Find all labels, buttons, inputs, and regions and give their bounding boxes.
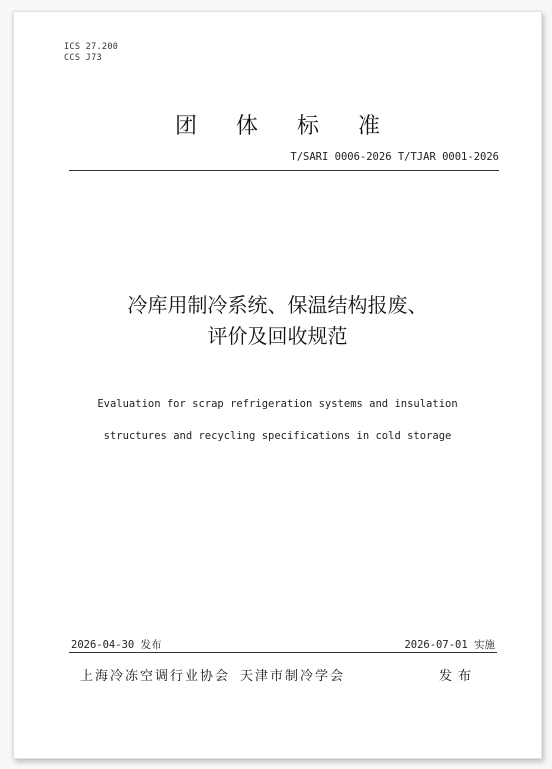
publish-label: 发布 (438, 669, 477, 684)
header-divider (69, 170, 499, 171)
chinese-title-line-1: 冷库用制冷系统、保温结构报废、 (127, 293, 428, 317)
footer-divider (69, 652, 497, 653)
publishing-organizations (80, 665, 345, 684)
implementation-date: 2026-07-01 实施 (404, 639, 495, 651)
english-title (14, 388, 541, 452)
chinese-title-line-2: 评价及回收规范 (207, 324, 348, 348)
ccs-code: CCS J73 (64, 53, 102, 63)
document-page (13, 11, 542, 759)
english-title-line-2: structures and recycling specifications in cold storage (103, 430, 452, 442)
english-title-line-1: Evaluation for scrap refrigeration systems and insulation (97, 398, 458, 410)
classification-codes (64, 42, 118, 64)
issue-date: 2026-04-30 发布 (71, 639, 162, 651)
standard-type: 团 体 标 准 (175, 114, 396, 139)
publisher-2: 天津市制冷学会 (240, 669, 346, 684)
standard-number: T/SARI 0006-2026 T/TJAR 0001-2026 (290, 151, 499, 163)
dates-row (71, 637, 495, 653)
chinese-title (14, 290, 541, 352)
ics-code: ICS 27.200 (64, 42, 119, 52)
publisher-1: 上海冷冻空调行业协会 (80, 669, 231, 684)
